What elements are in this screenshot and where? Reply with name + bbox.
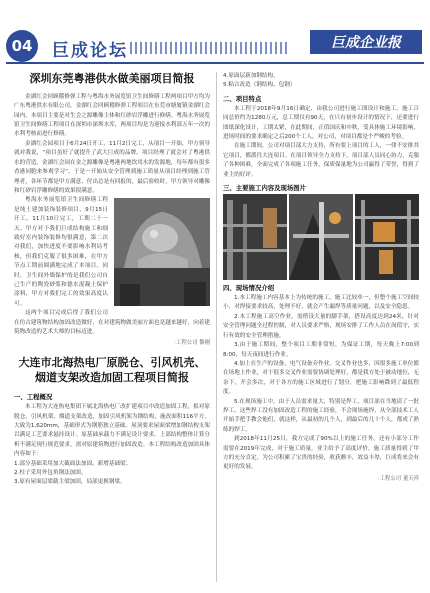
- statue-photo: [114, 198, 210, 306]
- article-2-title: 大连市北海热电厂原脱仓、引风机壳、烟道支架改造加固工程项目简报: [18, 356, 206, 385]
- list-item: 3.原有屋面层梁截主梁加固，局部更换钢梁。: [14, 479, 126, 486]
- article-1-paragraph: 粤海水务展览馆卫生间修缮工程是纯土建加装饰装修项目，9月15日开工，11月10日完工，工期二十一天。甲方对于我们巨成结构施工和细致好室内装饰装修均很满意，第二次对我们，加快进度不要影响水利局考核，但我们克服了很多困难，在甲方节点工期前圆满地完成了本项目。同时，卫生间外墙保护的是我们公司自己生产的陶瓷砂浆和德水混凝土保护涂料，甲方对我们完工的效果高度认可。: [14, 197, 108, 307]
- section-heading: 二、项目特点: [223, 94, 262, 103]
- column-divider: [216, 72, 217, 582]
- page-header: [0, 0, 430, 66]
- article-3-paragraph: 2.本工程施工高空作业，需搭设大量的脚手架，搭设高度达到24米，针对安全管理问题全过程控制，对人员要求严格，现场安排了工作人员在岗值守，实行有效的安全管理措施。: [223, 313, 419, 339]
- header-decoration: [130, 42, 290, 54]
- left-column: [14, 72, 210, 488]
- construction-site-photos: [223, 194, 419, 280]
- list-item: 5.粘合改造（钢结构、包钢）: [223, 82, 296, 89]
- article-1-wrap: [14, 196, 210, 309]
- article-3-byline: ·工程公司 董天祥: [377, 475, 419, 482]
- list-item: 1.部分基础采用加大截面法加固、新增基础梁。: [14, 460, 132, 467]
- header-rule: [6, 62, 424, 64]
- article-2-paragraph: 本工程为大连热电集团下属北海热电厂改扩建项目中改造加固工程，拟对原脱仓、引风机架、烟道支架改造，加固引风机架为钢结构，施改面积116平方，大致为1,620mm，基础形式为钢筋独立基础。屋顶要求屋面梁增加钢结构支架以满足工艺要求悬挂设计。原基础承载力不满足设计要求，上部结构整体计算分析不满足现行规范要求，需对原建筑物进行加固改造。本工程结构改造加固具体内容如下：: [14, 404, 210, 458]
- article-3-paragraph: 在施工期间，公司对项目部大力支持，所有要上项目的工人，一律不安排其它项目，都派往大连项目。在项目领导全力支持下，项目部人员同心协力，克服了各种困难，全面完成了各项施工任务，保质保量地为公司赢得了荣誉，得到了业主的好评。: [223, 143, 419, 178]
- article-3-paragraph: 1.本工程施工内容基本上为传统的施工，施工比较单一，但整个施工空间较小，对焊接要求较高，处理不好，就会产生漏焊等质量问题，以及安全隐患。: [223, 295, 419, 311]
- article-3-paragraph: 5.在现场施工中，由于人员需求量大，特别是焊工，项目部在当地请了一批焊工，这些焊工没有加固改造工程的施工经验，不会现场施焊，从全部技术工人开始手把手教会他们，就这样，从最初的几个人，到最后的几十个人，都成了熟练的焊工。: [223, 398, 419, 433]
- article-1-byline: ·工程公司 黎刚: [174, 340, 210, 347]
- list-item: 4.原面层新加钢结构。: [223, 73, 279, 79]
- article-3-paragraph: 4.加上在生产的设备，电气设备旁作业，交叉作业也多，因很多施工单位都在场地上作业，对于很多交叉作业需要协调处理好，都是我方处于被动地位，无奈下，开会多次，对于各方的施工区域进行了划分，把施工影响降到了最低程度。: [223, 360, 419, 396]
- article-3-paragraph: 到2018年11月25日，我方完成了90%以上的施工任务，还有小部分工作需要在2019年完成，对于施工质量，业主给予了高度评价，施工质量得到了甲方的充分肯定，为公司积累了宝贵的经验，收获颇丰，效益丰厚，巨成将来会有更好的发展。: [223, 436, 419, 471]
- list-item: 2.柱子采用外包角钢法加固。: [14, 469, 87, 476]
- article-1-title: 深圳东莞粤港供水做美丽项目简报: [29, 72, 195, 85]
- article-3-paragraph: 3.由于施工期间，整个项目工期非常短，为保证工期，每天晚上7:00到8:00，每天夜间进行作业。: [223, 342, 419, 358]
- masthead-logo: 巨成企业报: [310, 30, 422, 54]
- section-label: 巨成论坛: [52, 41, 128, 61]
- section-heading: 一、工程概况: [14, 393, 53, 402]
- article-3-paragraph: 本工程于2018年9月16日确定，由我公司进行施工图设计和施工，施工合同总价约为1280万元，总工期仅有90天，在只有初步设计的情况下，还要进行图纸深化设计，工期太紧，在此期间，正值国庆和中秋，受具体施工环境影响，进场时间的要求确定之后200个工人，对公司，对项目都是个严峻的考验。: [223, 105, 419, 141]
- page-number: 04: [6, 30, 38, 62]
- article-1-paragraph: 金湖红会园项目于6月24日开工，11月2日完工，从项目一开始，甲方领导就对我说，“项目虽好了就提升了武大巨成的品牌。项目经理了就会对了粤港供水的营造。金湖红会园在金之源雕像是粤港两地饮用水的发源地，每年都有很多香港同胞来参观学习”，于是一开始从安全管理到施工质量从项目经理到施工管理者，各环节都是甲方满意，付出总是有回报的，最后验收时，甲方领导对雕像和红砂岩浮雕修缮的效果很满意。: [14, 140, 210, 194]
- right-column: [223, 72, 419, 482]
- article-1-paragraph: 金湖红会回顾稽修弹工程与粤海水务展览馆卫生间修缮工程两项目甲方均为广东粤港供水有限公司，金湖红会回顾稽修弹工程项目在东莞市塘厦镇金湖红会园内。本项目主要是对生会之源雕像主体和红砂岩浮雕进行修缮。粤海水务展览馆卫生间修缮工程项目在深圳市深圳水库，两项目均是为迎接水利部五年一次的水利考核而进行修缮。: [14, 93, 210, 138]
- section-heading: 四、现场情况介绍: [223, 284, 275, 293]
- section-heading: 三、主要施工内容及现场图片: [223, 184, 307, 193]
- article-1-paragraph: 这两个项目完成后得了我们公司在仿古建筑物结构加固改造做好，在对建筑物做美丽方面也是越来越好，向着建筑物改造的艺术大师的目标迈进。: [14, 310, 210, 335]
